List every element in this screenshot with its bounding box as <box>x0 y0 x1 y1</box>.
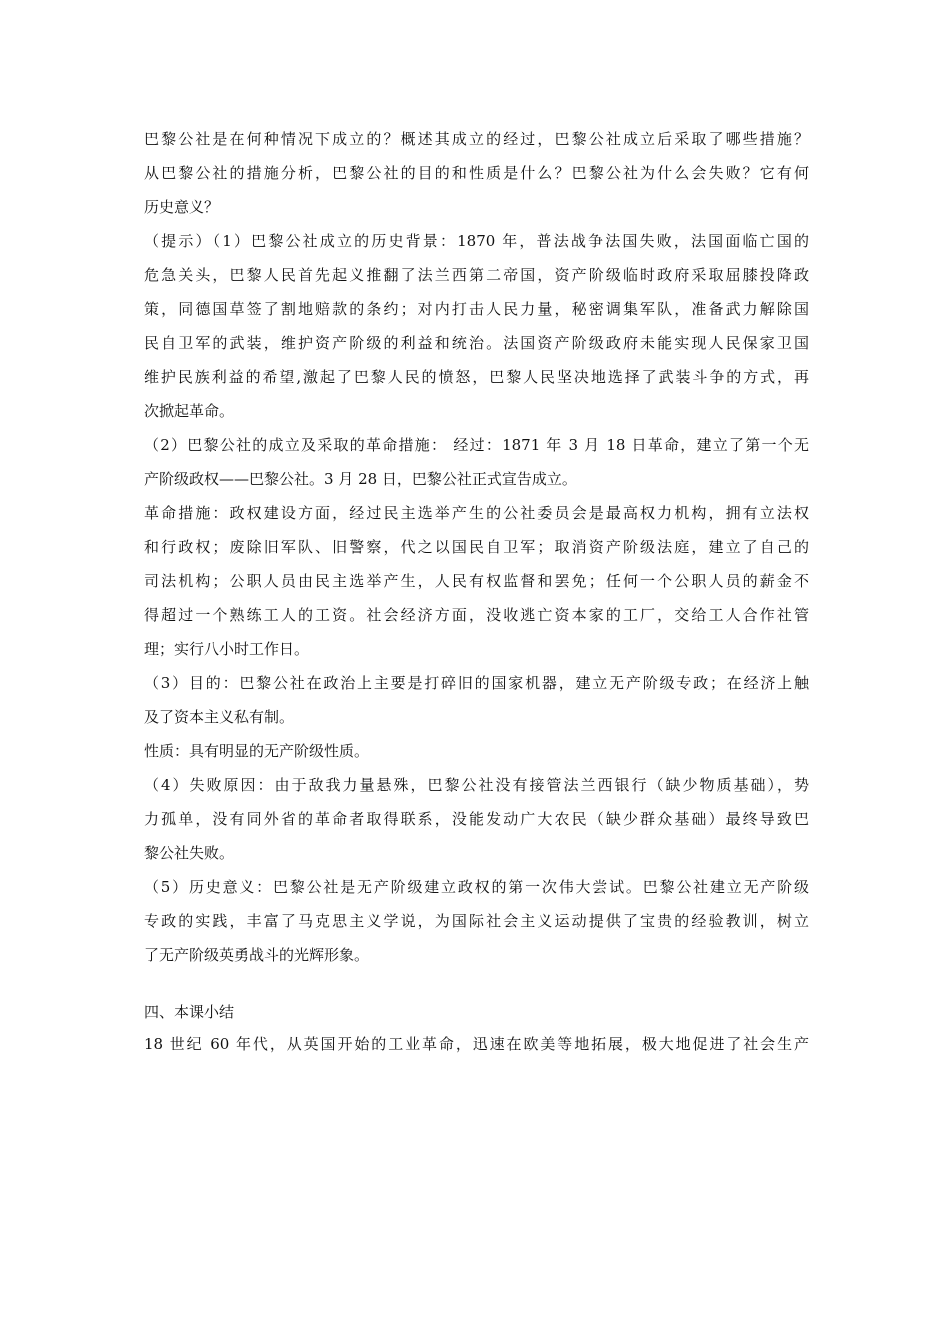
text-line: 次掀起革命。 <box>144 402 235 420</box>
text-line: （2）巴黎公社的成立及采取的革命措施： 经过：1871 年 3 月 18 日革命，建立了第一个无 <box>144 436 809 454</box>
text-line: 理；实行八小时工作日。 <box>144 640 310 658</box>
section-heading: 四、本课小结 <box>144 1003 235 1021</box>
text-line: 革命措施：政权建设方面，经过民主选举产生的公社委员会是最高权力机构，拥有立法权 <box>144 504 809 522</box>
hint-nature-paragraph <box>144 734 809 768</box>
text-line: 从巴黎公社的措施分析，巴黎公社的目的和性质是什么？巴黎公社为什么会失败？它有何 <box>144 164 809 182</box>
text-line: 策，同德国草签了割地赔款的条约；对内打击人民力量，秘密调集军队，准备武力解除国 <box>144 300 809 318</box>
hint-failure-paragraph <box>144 768 809 870</box>
text-line: 黎公社失败。 <box>144 844 235 862</box>
text-line: （提示）（1）巴黎公社成立的历史背景：1870 年，普法战争法国失败，法国面临亡国的 <box>144 232 809 250</box>
hint-founding-paragraph <box>144 428 809 496</box>
text-line: 巴黎公社是在何种情况下成立的？概述其成立的经过，巴黎公社成立后采取了哪些措施？ <box>144 130 809 148</box>
paragraph-spacer <box>144 972 809 997</box>
text-line: 维护民族利益的希望,激起了巴黎人民的愤怒，巴黎人民坚决地选择了武装斗争的方式，再 <box>144 368 809 386</box>
text-line: 得超过一个熟练工人的工资。社会经济方面，没收逃亡资本家的工厂，交给工人合作社管 <box>144 606 809 624</box>
hint-purpose-paragraph <box>144 666 809 734</box>
text-line: 历史意义？ <box>144 198 220 216</box>
text-line: 专政的实践，丰富了马克思主义学说，为国际社会主义运动提供了宝贵的经验教训，树立 <box>144 912 809 930</box>
hint-background-paragraph <box>144 224 809 428</box>
text-line: 产阶级政权——巴黎公社。3 月 28 日，巴黎公社正式宣告成立。 <box>144 470 577 488</box>
summary-paragraph <box>144 1027 809 1061</box>
hint-measures-paragraph <box>144 496 809 666</box>
text-line: （3）目的：巴黎公社在政治上主要是打碎旧的国家机器，建立无产阶级专政；在经济上触 <box>144 674 809 692</box>
text-line: 民自卫军的武装，维护资产阶级的利益和统治。法国资产阶级政府未能实现人民保家卫国 <box>144 334 809 352</box>
text-line: 了无产阶级英勇战斗的光辉形象。 <box>144 946 370 964</box>
text-line: （4）失败原因：由于敌我力量悬殊，巴黎公社没有接管法兰西银行（缺少物质基础），势 <box>144 776 809 794</box>
text-line: 危急关头，巴黎人民首先起义推翻了法兰西第二帝国，资产阶级临时政府采取屈膝投降政 <box>144 266 809 284</box>
question-paragraph <box>144 122 809 224</box>
document-page <box>144 122 809 1061</box>
text-line: 和行政权；废除旧军队、旧警察，代之以国民自卫军；取消资产阶级法庭，建立了自己的 <box>144 538 809 556</box>
text-line: 力孤单，没有同外省的革命者取得联系，没能发动广大农民（缺少群众基础）最终导致巴 <box>144 810 809 828</box>
text-line: 司法机构；公职人员由民主选举产生，人民有权监督和罢免；任何一个公职人员的薪金不 <box>144 572 809 590</box>
text-line: （5）历史意义：巴黎公社是无产阶级建立政权的第一次伟大尝试。巴黎公社建立无产阶级 <box>144 878 809 896</box>
hint-significance-paragraph <box>144 870 809 972</box>
text-line: 及了资本主义私有制。 <box>144 708 295 726</box>
text-line: 18 世纪 60 年代，从英国开始的工业革命，迅速在欧美等地拓展，极大地促进了社会生产 <box>144 1035 809 1053</box>
text-line: 性质：具有明显的无产阶级性质。 <box>144 742 370 760</box>
